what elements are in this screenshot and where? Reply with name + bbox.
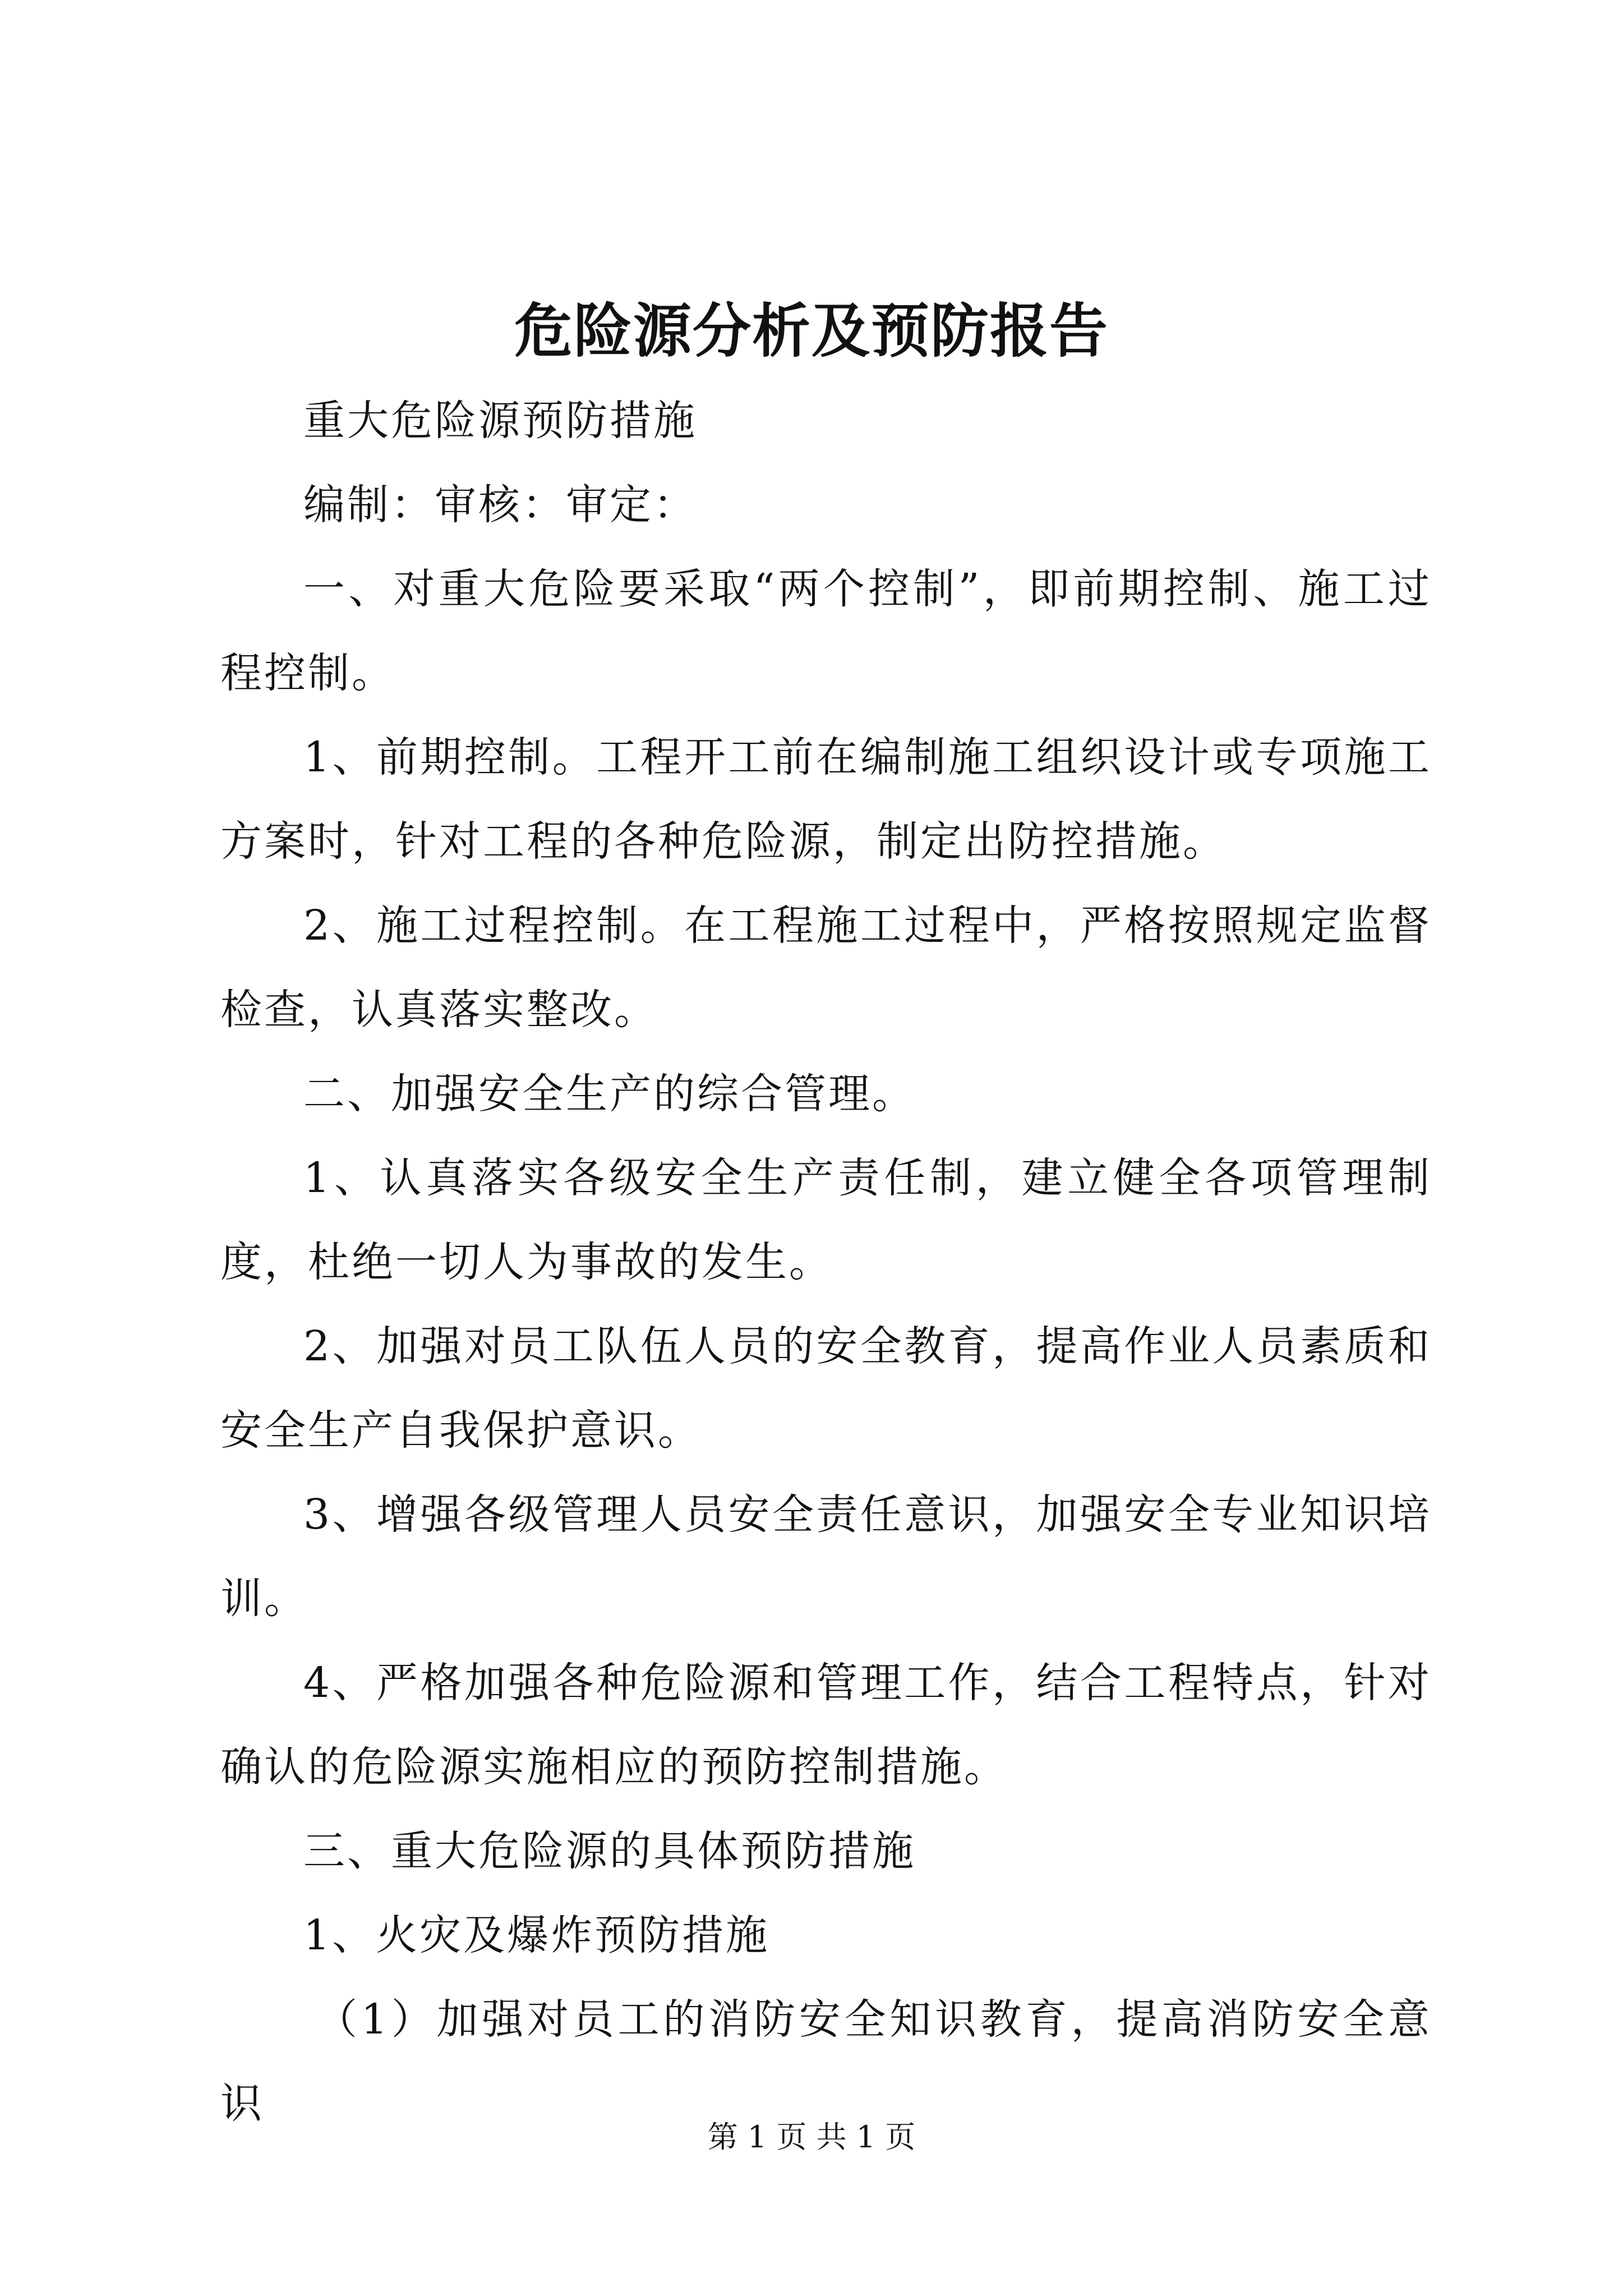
paragraph-item-3-1-1: （1）加强对员工的消防安全知识教育，提高消防安全意识 [220,1995,1432,2128]
paragraph-item-2-4: 4、严格加强各种危险源和管理工作，结合工程特点，针对确认的危险源实施相应的预防控制措施。 [220,1659,1432,1791]
paragraph-authors: 编制：审核：审定： [303,481,697,529]
paragraph-item-1-2: 2、施工过程控制。在工程施工过程中，严格按照规定监督检查，认真落实整改。 [220,901,1432,1034]
document-body [220,379,1432,2146]
paragraph-section-3: 三、重大危险源的具体预防措施 [303,1827,916,1875]
paragraph-item-2-2: 2、加强对员工队伍人员的安全教育，提高作业人员素质和安全生产自我保护意识。 [220,1322,1432,1455]
paragraph-section-1: 一、对重大危险要采取“两个控制”，即前期控制、施工过程控制。 [220,565,1432,697]
paragraph-heading: 重大危险源预防措施 [303,397,697,445]
paragraph-item-1-1: 1、前期控制。工程开工前在编制施工组织设计或专项施工方案时，针对工程的各种危险源，制定出防控措施。 [220,733,1432,866]
document-title: 危险源分析及预防报告 [514,296,1109,365]
paragraph-section-2: 二、加强安全生产的综合管理。 [303,1070,916,1118]
paragraph-item-3-1: 1、火灾及爆炸预防措施 [303,1911,770,1959]
paragraph-item-2-1: 1、认真落实各级安全生产责任制，建立健全各项管理制度，杜绝一切人为事故的发生。 [220,1154,1432,1286]
page-footer: 第 1 页 共 1 页 [707,2119,916,2155]
paragraph-item-2-3: 3、增强各级管理人员安全责任意识，加强安全专业知识培训。 [220,1490,1432,1623]
